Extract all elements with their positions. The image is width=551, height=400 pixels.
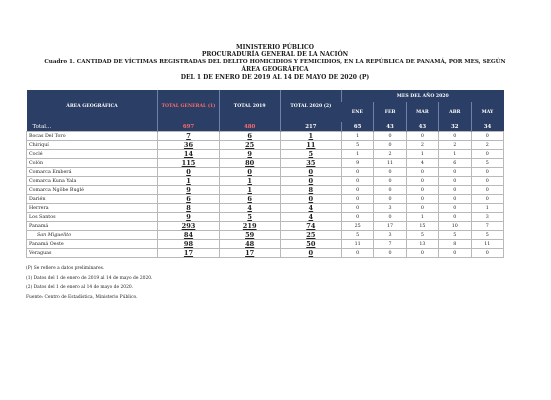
total-2019-value: 480 <box>219 122 280 132</box>
total-2019-cell: 80 <box>219 159 280 168</box>
total-2020-cell: 0 <box>280 177 341 186</box>
month-cell: 0 <box>374 249 406 258</box>
total-general-cell: 1 <box>158 177 219 186</box>
month-cell: 6 <box>439 159 471 168</box>
month-cell: 0 <box>341 186 373 195</box>
month-cell: 0 <box>341 195 373 204</box>
month-cell: 13 <box>406 240 438 249</box>
table-row <box>27 195 504 204</box>
month-cell: 0 <box>374 177 406 186</box>
total-general-cell: 293 <box>158 222 219 231</box>
month-cell: 0 <box>406 249 438 258</box>
month-cell: 3 <box>471 213 504 222</box>
table-row <box>27 231 504 240</box>
area-cell: Comarca Kuna Yala <box>27 177 158 186</box>
ministry-name: MINISTERIO PÚBLICO <box>235 44 315 51</box>
month-cell: 11 <box>341 240 373 249</box>
total-2020-cell: 0 <box>280 168 341 177</box>
area-cell: Coclé <box>27 150 158 159</box>
table-row <box>27 213 504 222</box>
table-title: Cuadro 1. CANTIDAD DE VÍCTIMAS REGISTRADAS DEL DELITO HOMICIDIOS Y FEMICIDIOS, EN LA REPÚBLICA DE PANAMÁ, POR MES, SEGÚN <box>44 58 506 65</box>
month-cell: 0 <box>439 132 471 141</box>
area-cell: Darién <box>27 195 158 204</box>
month-cell: 0 <box>471 150 504 159</box>
total-2019-cell: 4 <box>219 204 280 213</box>
total-2020-value: 217 <box>280 122 341 132</box>
month-cell: 9 <box>341 159 373 168</box>
month-cell: 5 <box>439 231 471 240</box>
total-2020-cell: 35 <box>280 159 341 168</box>
total-row <box>27 122 504 132</box>
total-2020-cell: 11 <box>280 141 341 150</box>
month-cell: 5 <box>406 231 438 240</box>
month-cell: 15 <box>406 222 438 231</box>
total-month-value: 34 <box>471 122 504 132</box>
month-cell: 2 <box>406 141 438 150</box>
month-cell: 11 <box>374 159 406 168</box>
month-cell: 0 <box>471 132 504 141</box>
table-row <box>27 141 504 150</box>
total-general-cell: 6 <box>158 195 219 204</box>
total-2019-cell: 6 <box>219 132 280 141</box>
month-cell: 0 <box>374 168 406 177</box>
total-month-value: 43 <box>374 122 406 132</box>
month-cell: 0 <box>471 177 504 186</box>
month-cell: 0 <box>341 249 373 258</box>
footnote: (1) Datos del 1 de enero de 2019 al 14 de mayo de 2020. <box>26 275 153 281</box>
month-cell: 0 <box>439 177 471 186</box>
month-cell: 17 <box>374 222 406 231</box>
area-cell: San Miguelito <box>27 231 158 240</box>
month-cell: 0 <box>406 186 438 195</box>
total-general-cell: 98 <box>158 240 219 249</box>
total-2020-cell: 4 <box>280 213 341 222</box>
month-cell: 0 <box>439 249 471 258</box>
total-2019-cell: 1 <box>219 186 280 195</box>
total-general-cell: 0 <box>158 168 219 177</box>
month-cell: 1 <box>471 204 504 213</box>
total-2019-cell: 6 <box>219 195 280 204</box>
month-cell: 0 <box>471 249 504 258</box>
month-cell: 5 <box>471 159 504 168</box>
office-name: PROCURADURÍA GENERAL DE LA NACIÓN <box>201 51 349 59</box>
month-cell: 0 <box>341 168 373 177</box>
month-cell: 0 <box>406 132 438 141</box>
month-cell: 5 <box>471 231 504 240</box>
area-cell: Comarca Emberá <box>27 168 158 177</box>
table-row <box>27 240 504 249</box>
total-label: Total... <box>27 122 158 132</box>
month-cell: 2 <box>374 150 406 159</box>
total-2020-cell: 0 <box>280 195 341 204</box>
month-cell: 0 <box>374 195 406 204</box>
table-row <box>27 132 504 141</box>
total-general-cell: 84 <box>158 231 219 240</box>
total-2020-cell: 0 <box>280 249 341 258</box>
total-2019-cell: 17 <box>219 249 280 258</box>
month-cell: 0 <box>439 204 471 213</box>
total-month-value: 32 <box>439 122 471 132</box>
total-2019-cell: 5 <box>219 213 280 222</box>
month-cell: 2 <box>471 141 504 150</box>
table-period: DEL 1 DE ENERO DE 2019 AL 14 DE MAYO DE 2020 (P) <box>180 73 370 81</box>
table-row <box>27 204 504 213</box>
total-2020-cell: 74 <box>280 222 341 231</box>
table-row <box>27 177 504 186</box>
month-cell: 0 <box>406 204 438 213</box>
total-general-cell: 9 <box>158 186 219 195</box>
table-row <box>27 168 504 177</box>
total-general-cell: 14 <box>158 150 219 159</box>
area-cell: Panamá Oeste <box>27 240 158 249</box>
header-total-general: TOTAL GENERAL (1) <box>158 90 219 122</box>
total-general-cell: 9 <box>158 213 219 222</box>
total-2019-cell: 1 <box>219 177 280 186</box>
month-cell: 2 <box>439 141 471 150</box>
footnotes <box>26 266 506 304</box>
month-cell: 0 <box>439 195 471 204</box>
month-cell: 1 <box>406 213 438 222</box>
area-cell: Herrera <box>27 204 158 213</box>
source-note: Fuente: Centro de Estadística, Ministerio Público. <box>26 294 138 300</box>
footnote: (P) Se refiere a datos preliminares. <box>26 266 105 271</box>
month-cell: 7 <box>471 222 504 231</box>
month-cell: 1 <box>439 150 471 159</box>
month-cell: 0 <box>439 186 471 195</box>
total-2020-cell: 25 <box>280 231 341 240</box>
month-cell: 5 <box>341 231 373 240</box>
total-general-cell: 7 <box>158 132 219 141</box>
month-cell: 5 <box>341 141 373 150</box>
total-general-value: 697 <box>158 122 219 132</box>
area-cell: Chiriquí <box>27 141 158 150</box>
month-cell: 8 <box>439 240 471 249</box>
month-cell: 1 <box>341 150 373 159</box>
total-2020-cell: 8 <box>280 186 341 195</box>
month-cell: 0 <box>341 177 373 186</box>
area-cell: Bocas Del Toro <box>27 132 158 141</box>
table-row <box>27 249 504 258</box>
month-cell: 25 <box>341 222 373 231</box>
month-cell: 0 <box>374 141 406 150</box>
table-row <box>27 150 504 159</box>
total-month-value: 43 <box>406 122 438 132</box>
month-cell: 0 <box>341 204 373 213</box>
total-month-value: 65 <box>341 122 373 132</box>
header-month: FEB <box>374 102 406 122</box>
month-cell: 0 <box>374 132 406 141</box>
month-cell: 0 <box>341 213 373 222</box>
month-cell: 4 <box>406 159 438 168</box>
month-cell: 3 <box>374 204 406 213</box>
month-cell: 0 <box>406 168 438 177</box>
month-cell: 0 <box>406 195 438 204</box>
total-2019-cell: 0 <box>219 168 280 177</box>
total-2020-cell: 1 <box>280 132 341 141</box>
area-cell: Comarca Ngöbe Buglé <box>27 186 158 195</box>
table-subtitle: ÁREA GEOGRÁFICA <box>241 66 309 74</box>
month-cell: 0 <box>439 168 471 177</box>
month-cell: 1 <box>341 132 373 141</box>
header-total-2020: TOTAL 2020 (2) <box>280 90 341 122</box>
header-month: MAY <box>471 102 504 122</box>
total-2020-cell: 4 <box>280 204 341 213</box>
header-month-group: MES DEL AÑO 2020 <box>341 90 503 102</box>
total-2019-cell: 9 <box>219 150 280 159</box>
table-row <box>27 186 504 195</box>
area-cell: Veraguas <box>27 249 158 258</box>
total-2019-cell: 219 <box>219 222 280 231</box>
total-general-cell: 115 <box>158 159 219 168</box>
month-cell: 11 <box>471 240 504 249</box>
month-cell: 0 <box>471 186 504 195</box>
month-cell: 0 <box>471 168 504 177</box>
header-month: MAR <box>406 102 438 122</box>
header-area: ÁREA GEOGRÁFICA <box>27 90 158 122</box>
header-month: ABR <box>439 102 471 122</box>
document-header <box>20 44 530 81</box>
footnote: (2) Datos del 1 de enero al 14 de mayo de 2020. <box>26 285 134 290</box>
total-general-cell: 36 <box>158 141 219 150</box>
total-2020-cell: 50 <box>280 240 341 249</box>
month-cell: 3 <box>374 231 406 240</box>
total-2020-cell: 5 <box>280 150 341 159</box>
month-cell: 0 <box>471 195 504 204</box>
month-cell: 0 <box>374 186 406 195</box>
month-cell: 0 <box>374 213 406 222</box>
month-cell: 10 <box>439 222 471 231</box>
total-2019-cell: 25 <box>219 141 280 150</box>
month-cell: 0 <box>439 213 471 222</box>
total-general-cell: 8 <box>158 204 219 213</box>
total-general-cell: 17 <box>158 249 219 258</box>
table-row <box>27 159 504 168</box>
area-cell: Colón <box>27 159 158 168</box>
month-cell: 0 <box>406 177 438 186</box>
area-cell: Los Santos <box>27 213 158 222</box>
month-cell: 7 <box>374 240 406 249</box>
total-2019-cell: 48 <box>219 240 280 249</box>
total-2019-cell: 59 <box>219 231 280 240</box>
homicide-table <box>26 90 504 258</box>
area-cell: Panamá <box>27 222 158 231</box>
header-month: ENE <box>341 102 373 122</box>
header-total-2019: TOTAL 2019 <box>219 90 280 122</box>
table-row <box>27 222 504 231</box>
month-cell: 1 <box>406 150 438 159</box>
